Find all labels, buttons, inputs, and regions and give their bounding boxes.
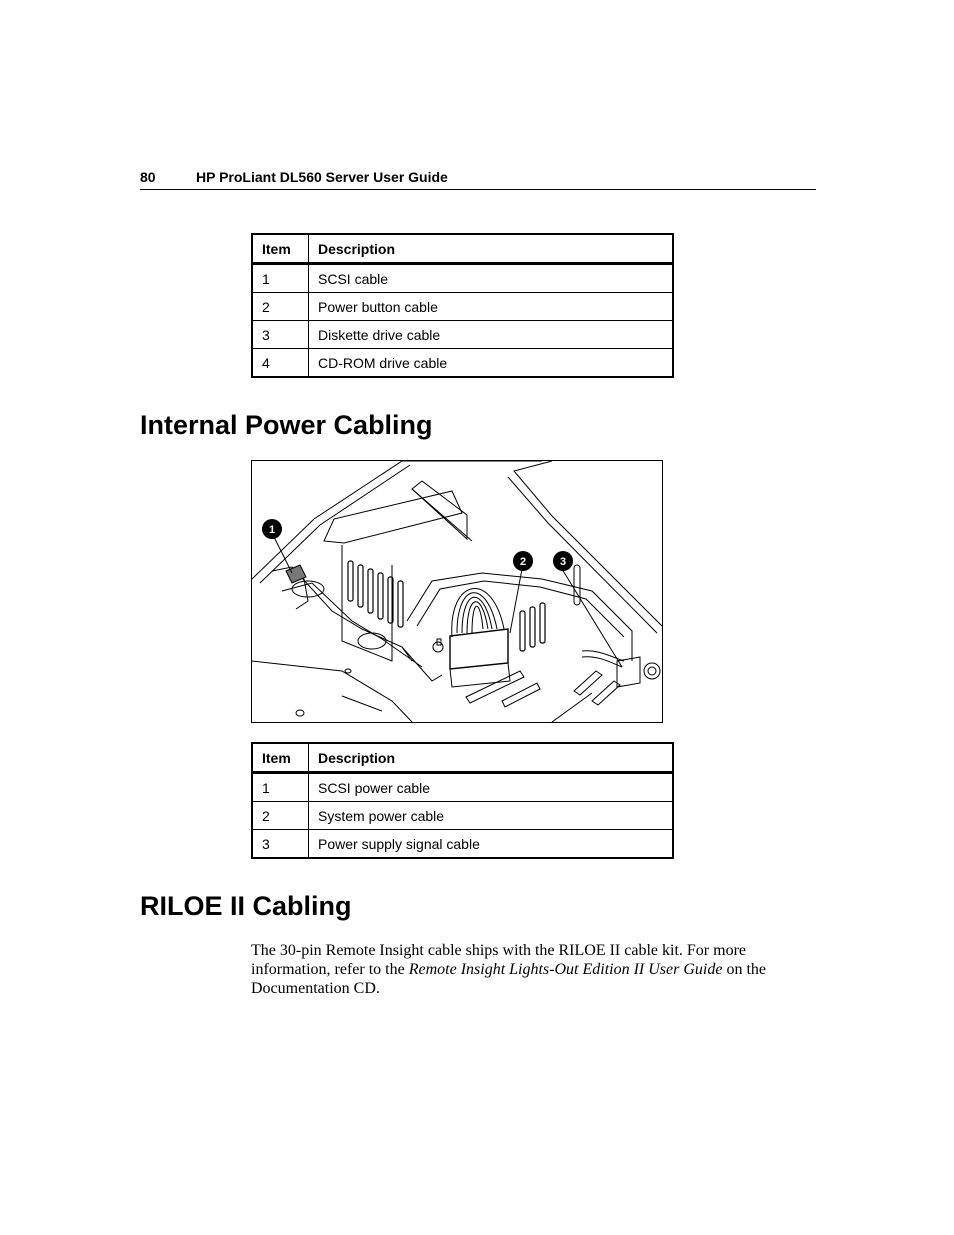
item-number: 4 <box>252 349 309 378</box>
power-cable-items-table <box>251 742 674 859</box>
item-number: 2 <box>252 293 309 321</box>
table-row <box>252 830 673 859</box>
table-header-row <box>252 234 673 264</box>
item-number: 3 <box>252 830 309 859</box>
item-number: 3 <box>252 321 309 349</box>
table-header-row <box>252 743 673 773</box>
paragraph-text-end: on the Documentation CD. <box>251 961 767 997</box>
item-description: Power supply signal cable <box>309 830 674 859</box>
page-number: 80 <box>140 169 156 185</box>
callout-2-label: 2 <box>519 556 527 568</box>
callout-3-label: 3 <box>559 556 567 568</box>
item-description: SCSI cable <box>309 264 674 293</box>
cable-items-table <box>251 233 674 378</box>
item-number: 1 <box>252 264 309 293</box>
guide-title-reference: Remote Insight Lights-Out Edition II User Guide <box>408 961 723 978</box>
description-column-header: Description <box>309 743 674 773</box>
item-description: System power cable <box>309 802 674 830</box>
item-column-header: Item <box>252 743 309 773</box>
item-number: 2 <box>252 802 309 830</box>
item-description: CD-ROM drive cable <box>309 349 674 378</box>
paragraph-text-start: The 30-pin Remote Insight cable ships with the RILOE II cable kit. For more information, refer to the <box>251 942 746 978</box>
table-row <box>252 264 673 293</box>
server-chassis-drawing <box>252 461 662 722</box>
callout-2 <box>513 551 533 571</box>
page-header <box>140 168 816 190</box>
table-row <box>252 802 673 830</box>
section-heading-riloe-ii-cabling: RILOE II Cabling <box>140 891 352 921</box>
internal-power-cabling-illustration <box>251 460 663 723</box>
table-row <box>252 293 673 321</box>
callout-1-label: 1 <box>268 524 276 536</box>
riloe-ii-description-paragraph <box>251 941 821 998</box>
table-row <box>252 773 673 802</box>
item-description: SCSI power cable <box>309 773 674 802</box>
section-heading-internal-power-cabling: Internal Power Cabling <box>140 410 433 440</box>
description-column-header: Description <box>309 234 674 264</box>
item-description: Power button cable <box>309 293 674 321</box>
callout-1 <box>262 519 282 539</box>
item-number: 1 <box>252 773 309 802</box>
callout-3 <box>553 551 573 571</box>
item-description: Diskette drive cable <box>309 321 674 349</box>
table-row <box>252 321 673 349</box>
document-title: HP ProLiant DL560 Server User Guide <box>196 169 448 185</box>
table-row <box>252 349 673 378</box>
item-column-header: Item <box>252 234 309 264</box>
